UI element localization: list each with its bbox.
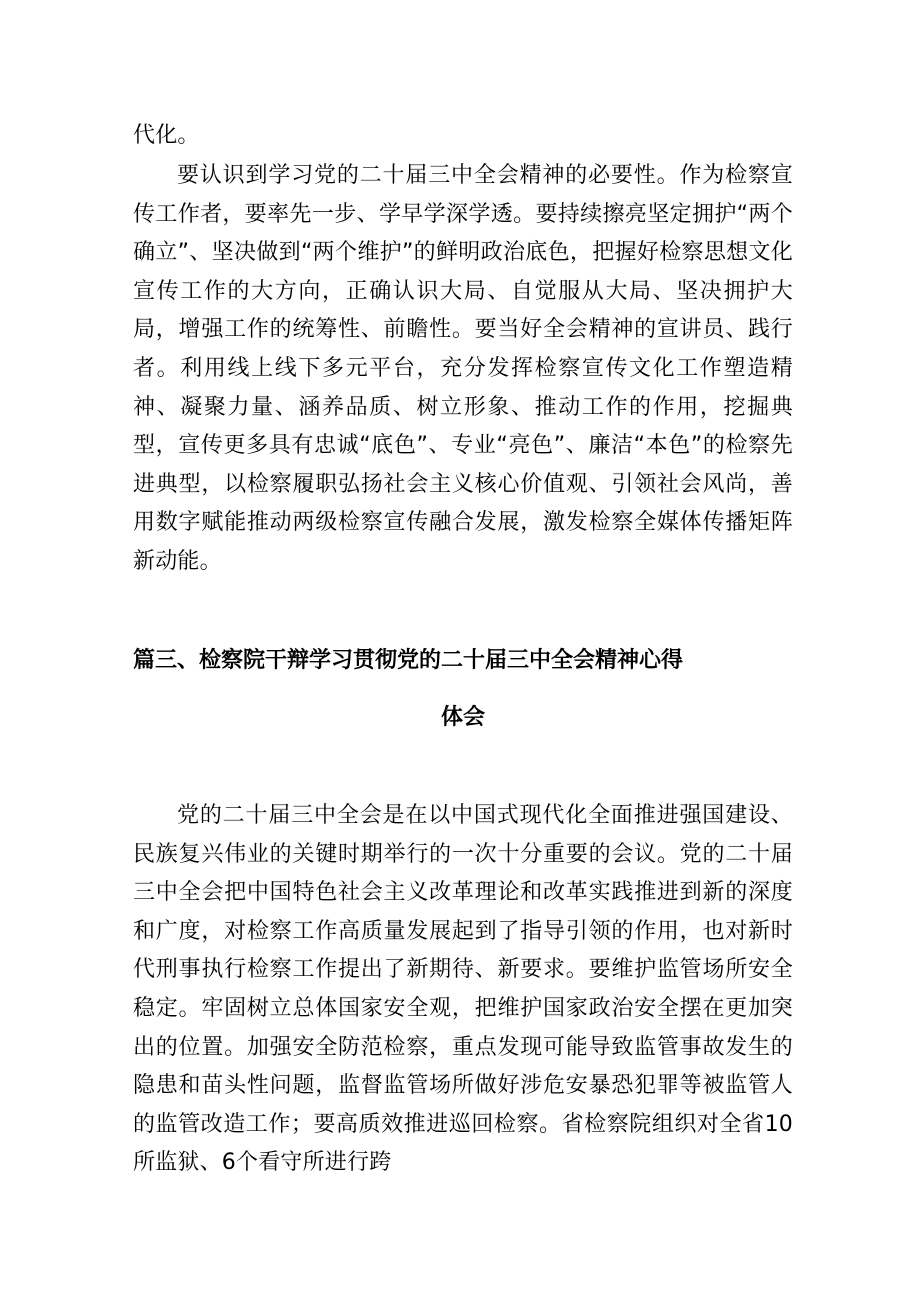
section-heading-line1: 篇三、检察院干辩学习贯彻党的二十届三中全会精神心得 bbox=[133, 648, 684, 673]
paragraph-plenum: 党的二十届三中全会是在以中国式现代化全面推进强国建设、民族复兴伟业的关键时期举行的一次十分重要的会议。党的二十届三中全会把中国特色社会主义改革理论和改革实践推进到新的深度和广度，对检察工作高质量发展起到了指导引领的作用，也对新时代刑事执行检察工作提出了新期待、新要求。要维护监管场所安全稳定。牢固树立总体国家安全观，把维护国家政治安全摆在更加突出的位置。加强安全防范检察，重点发现可能导致监管事故发生的隐患和苗头性问题，监督监管场所做好涉危安暴恐犯罪等被监管人的监管改造工作；要高质效推进巡回检察。省检察院组织对全省10所监狱、6个看守所进行跨 bbox=[133, 803, 793, 1176]
section-heading-line2: 体会 bbox=[440, 705, 485, 730]
paragraph-continuation: 代化。 bbox=[133, 123, 200, 148]
paragraph-necessity: 要认识到学习党的二十届三中全会精神的必要性。作为检察宣传工作者，要率先一步、学早学深学透。要持续擦亮坚定拥护“两个确立”、坚决做到“两个维护”的鲜明政治底色，把握好检察思想文化宣传工作的大方向，正确认识大局、自觉服从大局、坚决拥护大局，增强工作的统筹性、前瞻性。要当好全会精神的宣讲员、践行者。利用线上线下多元平台，充分发挥检察宣传文化工作塑造精神、凝聚力量、涵养品质、树立形象、推动工作的作用，挖掘典型，宣传更多具有忠诚“底色”、专业“亮色”、廉洁“本色”的检察先进典型，以检察履职弘扬社会主义核心价值观、引领社会风尚，善用数字赋能推动两级检察宣传融合发展，激发检察全媒体传播矩阵新动能。 bbox=[133, 163, 793, 574]
